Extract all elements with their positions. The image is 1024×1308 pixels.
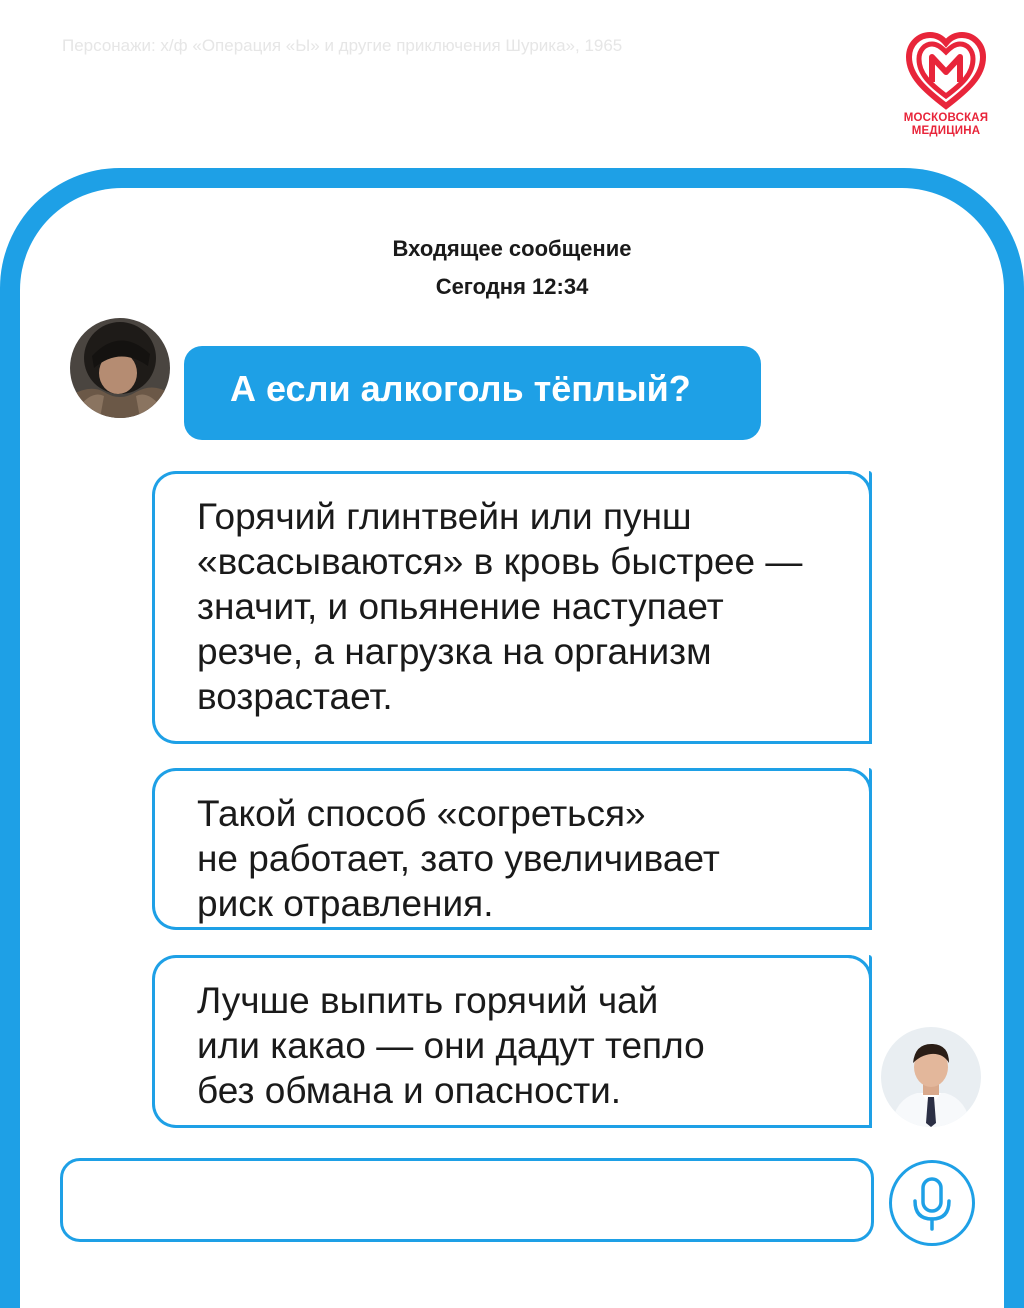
incoming-message-text: А если алкоголь тёплый?	[230, 368, 691, 409]
reply-2-line-1: Такой способ «согреться»	[197, 793, 646, 834]
reply-1-line-1: Горячий глинтвейн или пунш	[197, 496, 692, 537]
reply-3-line-2: или какао — они дадут тепло	[197, 1025, 705, 1066]
reply-3-line-3: без обмана и опасности.	[197, 1070, 622, 1111]
message-input[interactable]	[60, 1158, 874, 1242]
doctor-avatar	[881, 1027, 981, 1127]
logo-line-1: МОСКОВСКАЯ	[903, 112, 989, 124]
reply-bubble-1	[152, 471, 872, 744]
film-credit: Персонажи: х/ф «Операция «Ы» и другие приключения Шурика», 1965	[62, 36, 623, 55]
reply-bubble-2	[152, 768, 872, 930]
heart-m-logo-icon	[905, 30, 987, 112]
reply-bubble-3	[152, 955, 872, 1128]
microphone-icon	[892, 1163, 972, 1243]
sender-avatar	[70, 318, 170, 418]
reply-1-line-3: значит, и опьянение наступает	[197, 586, 724, 627]
reply-1-line-4: резче, а нагрузка на организм	[197, 631, 712, 672]
logo-line-2: МЕДИЦИНА	[911, 125, 981, 137]
microphone-button[interactable]	[889, 1160, 975, 1246]
reply-1-line-5: возрастает.	[197, 676, 393, 717]
incoming-message-bubble	[184, 346, 761, 440]
reply-1-line-2: «всасываются» в кровь быстрее —	[197, 541, 803, 582]
chat-header-title: Входящее сообщение	[392, 236, 632, 261]
reply-3-line-1: Лучше выпить горячий чай	[197, 980, 659, 1021]
chat-header-time: Сегодня 12:34	[435, 274, 589, 299]
brand-logo	[896, 30, 996, 148]
reply-2-line-3: риск отравления.	[197, 883, 494, 924]
reply-2-line-2: не работает, зато увеличивает	[197, 838, 720, 879]
